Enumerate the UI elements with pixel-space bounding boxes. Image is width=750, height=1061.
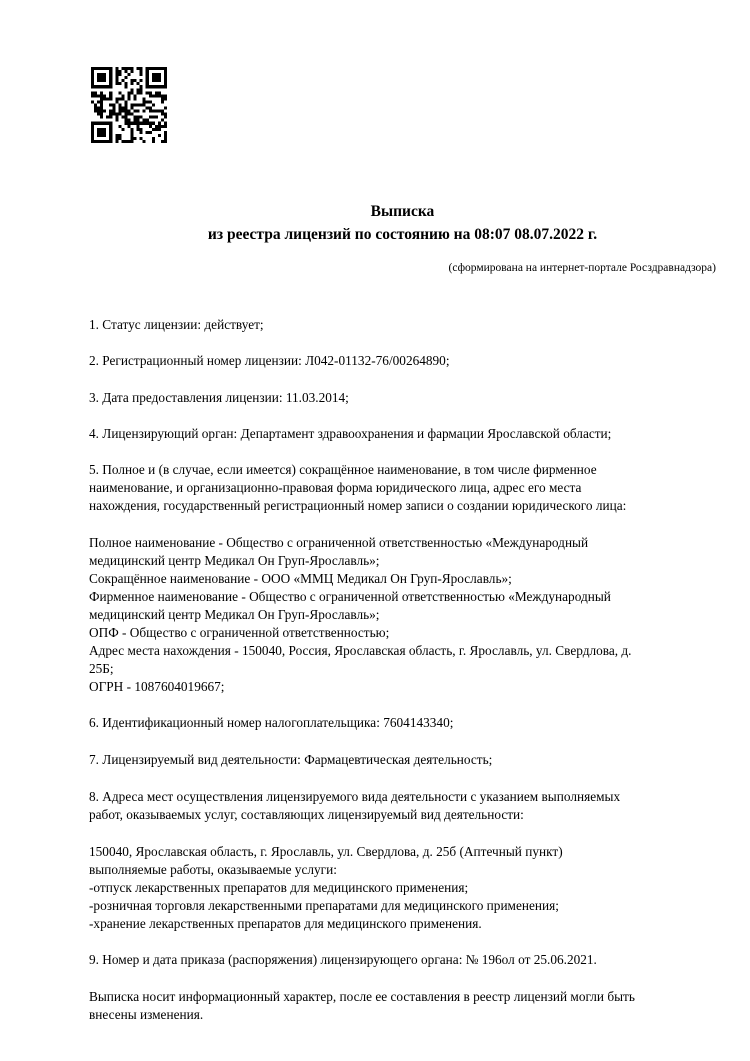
addresses-intro — [89, 788, 729, 824]
license-status — [89, 316, 729, 334]
address-details — [89, 843, 729, 933]
text-line: -хранение лекарственных препаратов для медицинского применения. — [89, 916, 482, 931]
text-line: 3. Дата предоставления лицензии: 11.03.2014; — [89, 390, 349, 405]
text-line: 6. Идентификационный номер налогоплательщика: 7604143340; — [89, 715, 454, 730]
qr-code — [91, 67, 167, 143]
license-date — [89, 389, 729, 407]
text-line: 4. Лицензирующий орган: Департамент здравоохранения и фармации Ярославской области; — [89, 426, 612, 441]
text-line: 25Б; — [89, 661, 114, 676]
text-line: ОПФ - Общество с ограниченной ответственностью; — [89, 625, 390, 640]
source-note: (сформирована на интернет-портале Росздравнадзора) — [448, 262, 716, 274]
registration-number — [89, 352, 729, 370]
text-line: Адрес места нахождения - 150040, Россия, Ярославская область, г. Ярославль, ул. Свердлова, д. — [89, 643, 632, 658]
document-title: Выписка — [370, 203, 435, 220]
taxpayer-id — [89, 714, 729, 732]
text-line: 150040, Ярославская область, г. Ярославль, ул. Свердлова, д. 25б (Аптечный пункт) — [89, 844, 563, 859]
text-line: медицинский центр Медикал Он Груп-Ярославль»; — [89, 553, 380, 568]
text-line: Полное наименование - Общество с ограниченной ответственностью «Международный — [89, 535, 589, 550]
organization-details — [89, 534, 729, 696]
text-line: наименование, и организационно-правовая форма юридического лица, адрес его места — [89, 480, 582, 495]
licensed-activity — [89, 751, 729, 769]
text-line: Выписка носит информационный характер, после ее составления в реестр лицензий могли быть — [89, 989, 635, 1004]
text-line: 2. Регистрационный номер лицензии: Л042-01132-76/00264890; — [89, 353, 450, 368]
text-line: внесены изменения. — [89, 1007, 204, 1022]
order-info — [89, 951, 729, 969]
document-subtitle: из реестра лицензий по состоянию на 08:07 08.07.2022 г. — [207, 226, 598, 243]
text-line: 9. Номер и дата приказа (распоряжения) лицензирующего органа: № 196ол от 25.06.2021. — [89, 952, 597, 967]
licensing-authority — [89, 425, 729, 443]
footer-note — [89, 988, 729, 1024]
text-line: 5. Полное и (в случае, если имеется) сокращённое наименование, в том числе фирменное — [89, 462, 597, 477]
text-line: 8. Адреса мест осуществления лицензируемого вида деятельности с указанием выполняемых — [89, 789, 621, 804]
text-line: 7. Лицензируемый вид деятельности: Фармацевтическая деятельность; — [89, 752, 493, 767]
text-line: выполняемые работы, оказываемые услуги: — [89, 862, 337, 877]
text-line: работ, оказываемых услуг, составляющих лицензируемый вид деятельности: — [89, 807, 524, 822]
text-line: Фирменное наименование - Общество с ограниченной ответственностью «Международный — [89, 589, 611, 604]
text-line: ОГРН - 1087604019667; — [89, 679, 225, 694]
text-line: 1. Статус лицензии: действует; — [89, 317, 264, 332]
text-line: -розничная торговля лекарственными препаратами для медицинского применения; — [89, 898, 559, 913]
text-line: нахождения, государственный регистрационный номер записи о создании юридического лица: — [89, 498, 627, 513]
text-line: -отпуск лекарственных препаратов для медицинского применения; — [89, 880, 469, 895]
name-section-intro — [89, 461, 729, 515]
text-line: медицинский центр Медикал Он Груп-Ярославль»; — [89, 607, 380, 622]
text-line: Сокращённое наименование - ООО «ММЦ Медикал Он Груп-Ярославль»; — [89, 571, 512, 586]
